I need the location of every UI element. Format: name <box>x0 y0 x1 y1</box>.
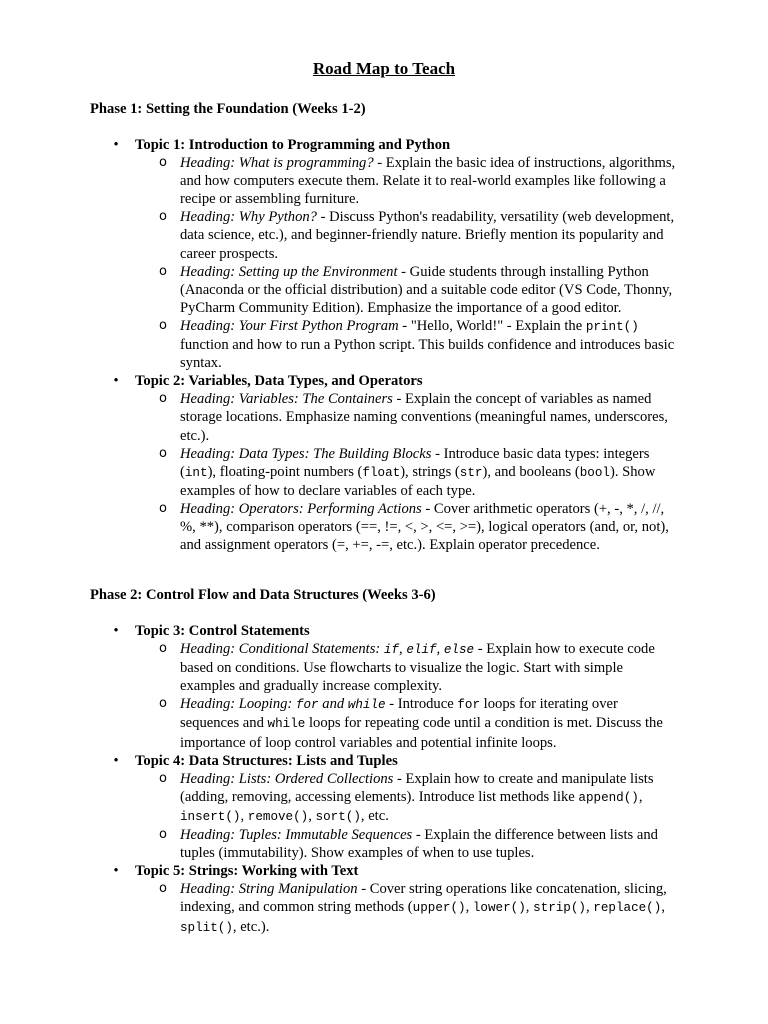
inline-code: if <box>383 643 400 658</box>
inline-code: split() <box>180 920 233 935</box>
item-text: - Introduce basic data types: integers ( <box>180 445 650 480</box>
phase-2-heading: Phase 2: Control Flow and Data Structures (Weeks 3-6) <box>90 587 436 603</box>
item-heading: Heading: What is programming? <box>180 155 374 172</box>
circle-bullet-icon: o <box>159 696 167 712</box>
topic-5 <box>90 862 690 936</box>
topic-1 <box>90 136 690 372</box>
list-item <box>135 154 678 208</box>
topic-3-title: Topic 3: Control Statements <box>135 623 310 639</box>
list-item: o Heading: Looping: for and while - Introduce for loops for iterating over sequences and while loops for repeating code until a condition is met. Discuss the importance of loop control variables and potential infinite loops. <box>159 696 663 751</box>
inline-code: remove() <box>247 809 309 824</box>
item-heading: Heading: Lists: Ordered Collections <box>180 770 394 787</box>
item-text: function and how to run a Python script. This builds confidence and introduces basic syntax. <box>180 337 675 372</box>
list-item: o Heading: Lists: Ordered Collections - Explain how to create and manipulate lists (adding, removing, accessing elements). Introduce list methods like append(), insert(), remove(), sort(), etc. <box>159 770 654 824</box>
item-text: - Explain the basic idea of instructions, algorithms, and how computers execute them. Relate it to real-world examples like following a recipe or assembling furniture. <box>180 155 676 208</box>
circle-bullet-icon: o <box>159 881 167 897</box>
inline-code: for <box>457 698 481 713</box>
item-heading: Heading: Setting up the Environment <box>180 263 398 280</box>
inline-code: while <box>267 717 306 732</box>
list-item <box>135 208 678 262</box>
inline-code: bool <box>579 465 610 480</box>
topic-5-title: Topic 5: Strings: Working with Text <box>135 863 359 880</box>
item-heading: Heading: Conditional Statements: <box>180 641 384 658</box>
item-text: - Explain the difference between lists and tuples (immutability). Show examples of when to use tuples. <box>180 827 658 862</box>
circle-bullet-icon: o <box>159 263 167 279</box>
list-item: o Heading: String Manipulation - Cover string operations like concatenation, slicing, indexing, and common string methods (upper(), lower(), strip(), replace(), split(), etc.). <box>159 881 667 935</box>
item-text: - "Hello, World!" - Explain the <box>398 317 586 334</box>
item-text: ). Show examples of how to declare variables of each type. <box>180 463 656 499</box>
inline-code: print() <box>585 319 639 334</box>
item-text: - Discuss Python's readability, versatility (web development, data science, etc.), and beginner-friendly nature. Briefly mention its popularity and career prospects. <box>180 209 675 262</box>
item-text: - Explain how to create and manipulate lists (adding, removing, accessing elements). Introduce list methods like <box>180 770 654 805</box>
item-text: - Cover arithmetic operators (+, -, *, /, //, %, **), comparison operators (==, !=, <, >, <=, >=), logical operators (and, or, not), and assignment operators (=, +=, -=, etc.). Explain operator precedence. <box>180 500 669 554</box>
inline-code: float <box>362 465 401 480</box>
bullet-icon: • <box>113 137 119 153</box>
inline-code: lower() <box>472 901 526 916</box>
bullet-icon: • <box>113 863 119 880</box>
circle-bullet-icon: o <box>159 500 167 516</box>
circle-bullet-icon: o <box>159 391 167 407</box>
item-heading: Heading: Why Python? <box>180 209 317 226</box>
item-text: ), and booleans ( <box>482 463 580 480</box>
circle-bullet-icon: o <box>159 641 167 657</box>
item-heading: Heading: String Manipulation <box>180 881 358 898</box>
inline-code: while <box>347 698 386 713</box>
inline-code: sort() <box>315 809 361 824</box>
circle-bullet-icon: o <box>159 317 167 333</box>
item-heading: Heading: Tuples: Immutable Sequences <box>180 827 413 844</box>
item-heading: Heading: Data Types: The Building Blocks <box>180 445 432 462</box>
list-item: o Heading: Conditional Statements: if, elif, else - Explain how to execute code based on conditions. Use flowcharts to visualize the logic. Start with simple examples and gradually increase complexity. <box>159 641 655 695</box>
inline-code: int <box>184 465 208 480</box>
list-item <box>135 390 678 444</box>
topic-2 <box>90 372 690 554</box>
item-text: - Explain the concept of variables as named storage locations. Emphasize naming conventions (meaningful names, underscores, etc.). <box>180 391 668 444</box>
circle-bullet-icon: o <box>159 827 167 843</box>
phase-1-heading: Phase 1: Setting the Foundation (Weeks 1-2) <box>90 101 366 117</box>
topic-4 <box>90 752 690 863</box>
item-text: - Explain how to execute code based on conditions. Use flowcharts to visualize the logic. Start with simple examples and gradually increase complexity. <box>180 641 655 695</box>
circle-bullet-icon: o <box>159 155 167 171</box>
list-item <box>135 826 678 862</box>
phase-2-topics <box>90 622 690 937</box>
page-title: Road Map to Teach <box>312 59 456 78</box>
topic-3 <box>90 622 690 752</box>
bullet-icon: • <box>113 373 119 390</box>
list-item <box>135 317 678 372</box>
inline-code: strip() <box>533 901 586 916</box>
item-text: ), strings ( <box>400 463 460 480</box>
item-text: ), floating-point numbers ( <box>207 463 363 480</box>
item-heading: Heading: Looping: <box>180 696 296 713</box>
circle-bullet-icon: o <box>159 209 167 225</box>
inline-code: elif <box>406 643 437 658</box>
list-item <box>135 445 678 500</box>
item-heading: Heading: Operators: Performing Actions <box>180 500 422 517</box>
inline-code: str <box>459 465 483 480</box>
item-text: loops for repeating code until a condition is met. Discuss the importance of loop control variables and potential infinite loops. <box>180 715 663 751</box>
circle-bullet-icon: o <box>159 445 167 461</box>
item-text: loops for iterating over sequences and <box>180 696 618 732</box>
item-text: - Introduce <box>385 696 458 713</box>
topic-1-title: Topic 1: Introduction to Programming and Python <box>135 137 451 153</box>
bullet-icon: • <box>113 623 119 639</box>
list-item <box>135 263 678 317</box>
inline-code: replace() <box>593 901 662 916</box>
inline-code: append() <box>578 790 639 805</box>
inline-code: for <box>295 698 319 713</box>
topic-2-title: Topic 2: Variables, Data Types, and Operators <box>135 373 423 390</box>
inline-code: else <box>443 643 475 658</box>
phase-1-topics <box>90 136 690 554</box>
item-heading: Heading: Variables: The Containers <box>180 391 393 408</box>
list-item <box>135 500 678 554</box>
item-text: - Cover string operations like concatenation, slicing, indexing, and common string methods ( <box>180 881 667 916</box>
bullet-icon: • <box>113 752 119 769</box>
item-text: - Guide students through installing Python (Anaconda or the official distribution) and a suitable code editor (VS Code, Thonny, PyCharm Community Edition). Emphasize the importance of a good editor. <box>180 263 673 316</box>
inline-code: upper() <box>412 901 466 916</box>
item-heading: Heading: Your First Python Program <box>180 317 399 334</box>
topic-4-title: Topic 4: Data Structures: Lists and Tuples <box>135 752 398 769</box>
circle-bullet-icon: o <box>159 770 167 786</box>
inline-code: insert() <box>180 809 241 824</box>
